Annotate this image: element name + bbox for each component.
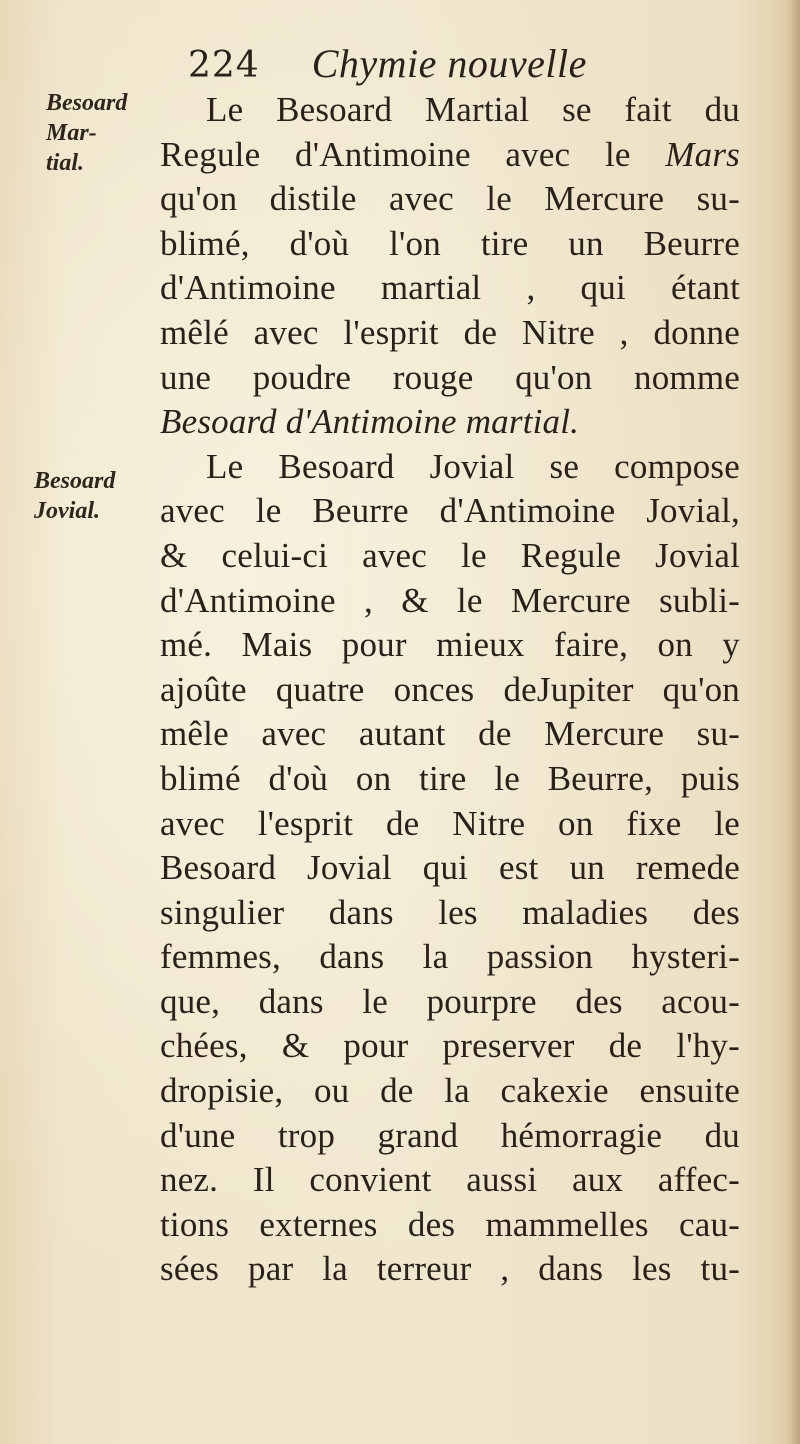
page-edge-shadow xyxy=(786,0,800,1444)
margin-note-line: tial. xyxy=(46,150,85,176)
text-line: qu'on distile avec le Mercure su- xyxy=(160,179,740,219)
body-text xyxy=(160,88,740,1292)
margin-note-line: Mar- xyxy=(46,120,97,146)
text-line: une poudre rouge qu'on nomme xyxy=(160,357,740,397)
page-number: 224 xyxy=(188,45,260,86)
text-line: sées par la terreur , dans les tu- xyxy=(160,1249,740,1289)
text-line: chées, & pour preserver de l'hy- xyxy=(160,1026,740,1066)
text-fragment: Regule d'Antimoine avec le xyxy=(160,134,631,174)
text-line: tions externes des mammelles cau- xyxy=(160,1204,740,1244)
text-line: d'Antimoine martial , qui étant xyxy=(160,268,740,308)
text-line: & celui-ci avec le Regule Jovial xyxy=(160,535,740,575)
text-line: avec le Beurre d'Antimoine Jovial, xyxy=(160,491,740,531)
text-line xyxy=(160,133,740,178)
text-line: Besoard Jovial qui est un remede xyxy=(160,848,740,888)
margin-note-line: Besoard xyxy=(46,90,128,116)
text-line: que, dans le pourpre des acou- xyxy=(160,981,740,1021)
text-line: Le Besoard Jovial se compose xyxy=(206,446,740,486)
text-line: dropisie, ou de la cakexie ensuite xyxy=(160,1071,740,1111)
text-line: d'une trop grand hémorragie du xyxy=(160,1115,740,1155)
margin-note-besoard-martial xyxy=(46,88,176,178)
text-line: mé. Mais pour mieux faire, on y xyxy=(160,625,740,665)
text-line: femmes, dans la passion hysteri- xyxy=(160,937,740,977)
margin-note-line: Besoard xyxy=(34,468,116,494)
text-line: ajoûte quatre onces deJupiter qu'on xyxy=(160,669,740,709)
text-line: d'Antimoine , & le Mercure subli- xyxy=(160,580,740,620)
text-line: Besoard d'Antimoine martial. xyxy=(160,402,580,442)
running-title: Chymie nouvelle xyxy=(311,41,587,86)
text-line: blimé d'où on tire le Beurre, puis xyxy=(160,758,740,798)
text-line: blimé, d'où l'on tire un Beurre xyxy=(160,223,740,263)
text-line: singulier dans les maladies des xyxy=(160,892,740,932)
text-line: avec l'esprit de Nitre on fixe le xyxy=(160,803,740,843)
italic-word: Mars xyxy=(665,134,740,174)
margin-note-besoard-jovial xyxy=(34,466,164,526)
text-line: nez. Il convient aussi aux affec- xyxy=(160,1160,740,1200)
text-line: Le Besoard Martial se fait du xyxy=(206,90,740,129)
text-line: mêle avec autant de Mercure su- xyxy=(160,714,740,754)
text-line: mêlé avec l'esprit de Nitre , donne xyxy=(160,312,740,352)
margin-note-line: Jovial. xyxy=(34,498,100,524)
